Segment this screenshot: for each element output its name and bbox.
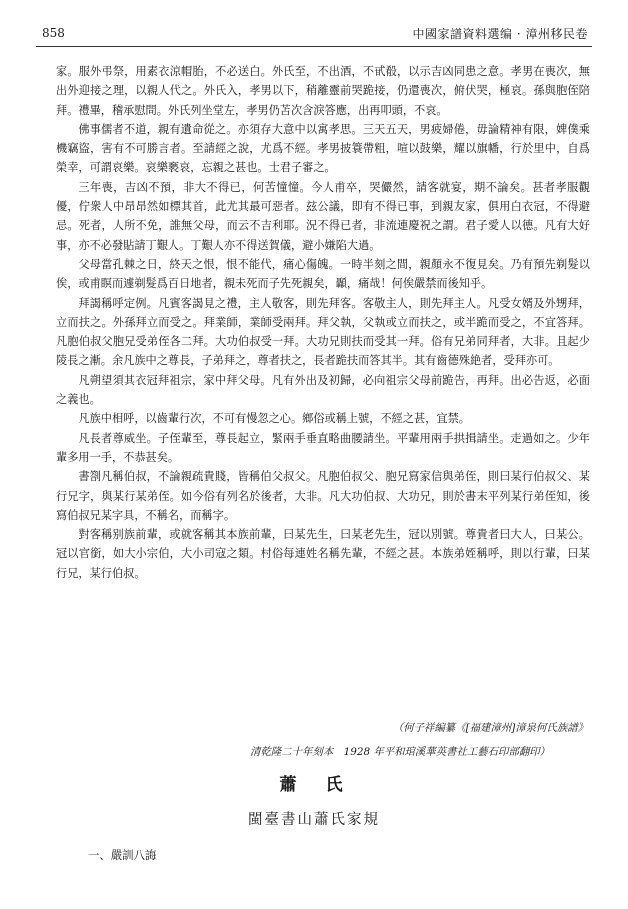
paragraph: 書劄凡稱伯叔，不論親疏貴賤，皆稱伯父叔父。凡胞伯叔父、胞兄寫家信與弟侄，則曰某行伯叔父、某行兄字，與某行某弟侄。如今俗有列名於後者，大非。凡大功伯叔、大功兄，則於書末平列某行弟侄知，後寫伯叔兄某字具，不稱名，而稱字。 — [56, 470, 590, 522]
source-line-1: （何子祥編纂《[福建漳州]漳泉何氏族譜》 — [392, 722, 588, 734]
paragraph: 三年喪，吉凶不預，非大不得已，何苦憧憧。今人甫卒，哭儼然，請客就宴，期不論矣。甚者孝服觀優，佇衆人中昂昂然如標其首，此尤其最可惡者。玆公議，即有不得已事，到親友家，俱用白衣冠，不得避忌。死者，人所不免，誰無父母，而云不吉利耶。況不得已者，非流連慶祝之謂。君子愛人以德。凡有大好事，亦不必發貼請丁艱人。丁艱人亦不得送賀儀，避小嫌陷大過。 — [56, 180, 590, 252]
paragraph: 父母當孔棘之日，終天之恨，恨不能代，痛心傷魄。一時半刻之間，親顏永不復見矣。乃有預先剃髮以俟，或甫瞑而遽剃髮爲百日地者，親未死而子先死親矣，顳，痛哉！何俟嚴禁而後知乎。 — [56, 257, 590, 291]
paragraph: 家。服外弔祭，用素衣涼帽胎，不必送白。外氏至，不出酒，不甙殽，以示吉凶同患之意。孝男在喪次，無出外迎接之理，以親人代之。外氏入，孝男以下，稍離靈前哭跪接，仍還喪次，俯伏哭，極哀。孫與胞侄陪拜。禮畢，稽承慰問。外氏列坐堂左，孝男仍苫次含淚答應，出再叩頭，不哀。 — [56, 65, 590, 117]
source-line-2: 清乾隆二十年刻本 1928 年平和琯溪華英書社工藝石印部翻印） — [250, 746, 550, 758]
section-heading: 蕭 氏 — [279, 775, 349, 795]
paragraph: 對客稱别族前輩，或就客稱其本族前輩，曰某先生，曰某老先生，冠以別號。尊貴者曰大人，曰某公。冠以官銜，如大小宗伯，大小司寇之類。村俗每連姓名稱先輩，不經之甚。本族弟姪稱呼，則以行輩，曰某行兄，某行伯叔。 — [56, 528, 590, 580]
paragraph: 拜謁稱呼定例。凡賓客謁見之禮，主人敬客，則先拜客。客敬主人，則先拜主人。凡受女婿及外甥拜，立而扶之。外孫拜立而受之。拜業師，業師受兩拜。拜父執，父執或立而扶之，或半跪而受之，不宜答拜。凡胞伯叔父胞兄受弟侄各二拜。大功伯叔受一拜。大功兄則扶而受其一拜。俗有兄弟同拜者，大非。且起少陵長之漸。余凡族中之尊長，子弟拜之，尊者扶之，長者跪扶而答其半。其有齒德殊絶者，受拜亦可。 — [56, 296, 590, 368]
section-subtitle: 閩臺書山蕭氏家規 — [248, 812, 380, 828]
running-title: 中國家譜資料選编 · 漳州移民卷 — [412, 27, 588, 41]
body-text — [56, 62, 590, 583]
source-citation — [0, 716, 588, 764]
paragraph: 凡朔望須其衣冠拜祖宗，家中拜父母。凡有外出及初歸，必向祖宗父母前跪告，再拜。出必告返，必面之義也。 — [56, 373, 590, 407]
paragraph: 佛事儒者不道，親有遺命從之。亦須存大意中以寓孝思。三天五天，男疲婦倦，毋論精神有限，婢僕乘機竊盜，害有不可勝言者。至請經之說，尤爲不經。孝男披簑帶粗，喧以鼓樂，耀以旗幡，行於里中，自爲榮幸，可謂哀樂。哀樂褻哀，忘親之甚也。士君子審之。 — [56, 122, 590, 175]
section-first-item: 一、嚴訓八誨 — [88, 848, 157, 862]
page-header — [36, 20, 592, 47]
paragraph: 凡族中相呼，以齒輩行次，不可有慢忽之心。鄉俗或稱上號，不經之甚，宜禁。 — [78, 412, 470, 426]
page-number: 858 — [42, 26, 65, 40]
paragraph: 凡長者尊威坐。子侄輩至，尊長起立，緊兩手垂直略曲腰請坐。平輩用兩手拱揖請坐。走過如之。少年輩多用一手，不恭甚矣。 — [56, 431, 590, 464]
